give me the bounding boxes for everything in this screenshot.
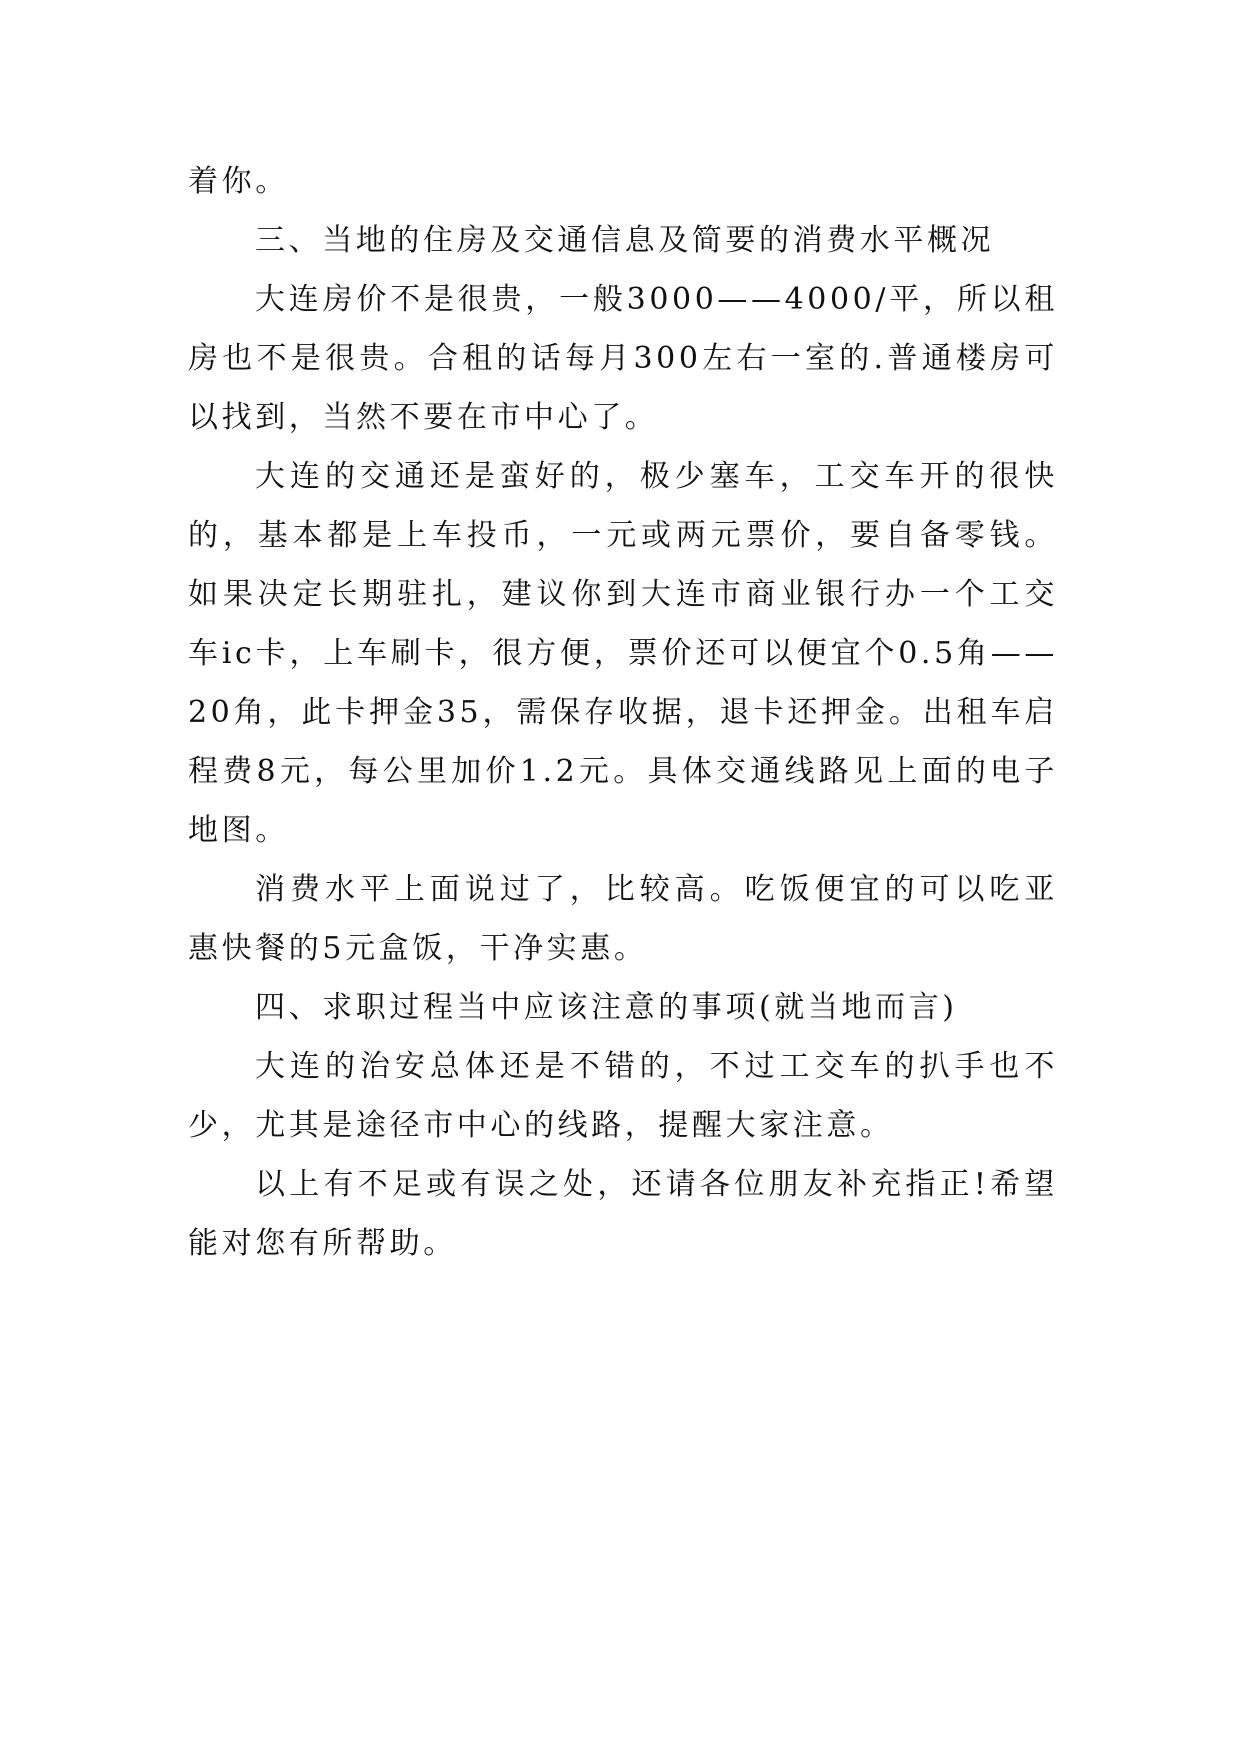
- document-body: [188, 152, 1058, 1273]
- section-heading-job-search: 四、求职过程当中应该注意的事项(就当地而言): [255, 990, 958, 1025]
- paragraph-housing: 大连房价不是很贵，一般3000——4000/平，所以租房也不是很贵。合租的话每月300左右一室的.普通楼房可以找到，当然不要在市中心了。: [188, 282, 1058, 435]
- paragraph-consumption: 消费水平上面说过了，比较高。吃饭便宜的可以吃亚惠快餐的5元盒饭，干净实惠。: [188, 872, 1058, 966]
- paragraph-transport: 大连的交通还是蛮好的，极少塞车，工交车开的很快的，基本都是上车投币，一元或两元票价，要自备零钱。如果决定长期驻扎，建议你到大连市商业银行办一个工交车ic卡，上车刷卡，很方便，票价还可以便宜个0.5角——20角，此卡押金35，需保存收据，退卡还押金。出租车启程费8元，每公里加价1.2元。具体交通线路见上面的电子地图。: [188, 459, 1058, 848]
- paragraph-closing: 以上有不足或有误之处，还请各位朋友补充指正!希望能对您有所帮助。: [188, 1167, 1058, 1261]
- paragraph-continuation: 着你。: [188, 164, 289, 199]
- section-heading-housing-transport: 三、当地的住房及交通信息及简要的消费水平概况: [255, 223, 995, 258]
- paragraph-safety: 大连的治安总体还是不错的，不过工交车的扒手也不少，尤其是途径市中心的线路，提醒大家注意。: [188, 1049, 1058, 1143]
